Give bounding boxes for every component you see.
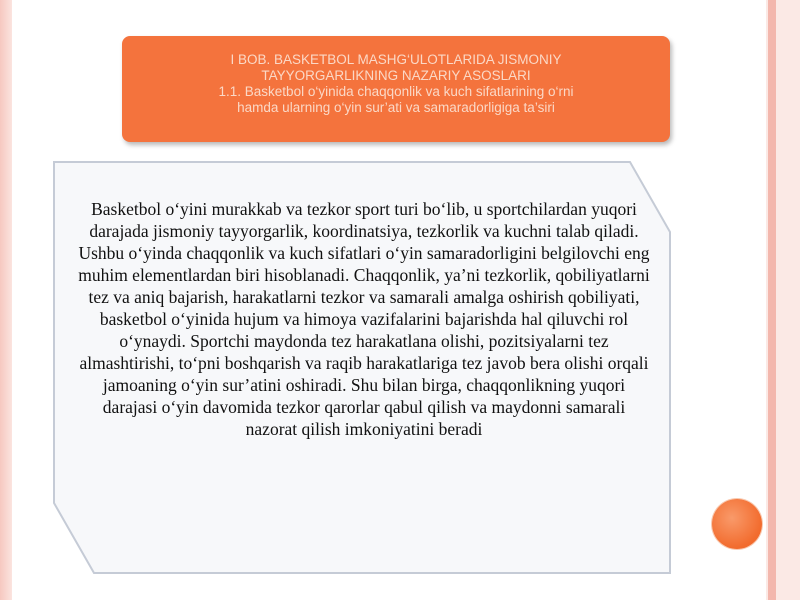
title-line-1: I BOB. BASKETBOL MASHG‘ULOTLARIDA JISMONIY: [230, 52, 562, 67]
left-border-decoration: [0, 0, 12, 600]
right-border-stripe: [768, 0, 776, 600]
content-box: [52, 160, 672, 576]
title-line-2: TAYYORGARLIKNING NAZARIY ASOSLARI: [261, 68, 531, 83]
slide-title-box: [122, 36, 670, 142]
decorative-circle: [712, 499, 762, 549]
body-paragraph: Basketbol o‘yini murakkab va tezkor sport turi bo‘lib, u sportchilardan yuqori darajada jismoniy tayyorgarlik, koordinatsiya, tezkorlik va kuchni talab qiladi. Ushbu o‘yinda chaqqonlik va kuch sifatlari o‘yin samaradorligini belgilovchi eng muhim elementlardan biri hisoblanadi. Chaqqonlik, ya’ni tezkorlik, qobiliyatlarni tez va aniq bajarish, harakatlarni tezkor va samarali amalga oshirish qobiliyati, basketbol o‘yinida hujum va himoya vazifalarini bajarishda hal qiluvchi rol o‘ynaydi. Sportchi maydonda tez harakatlana olishi, pozitsiyalarni tez almashtirishi, to‘pni boshqarish va raqib harakatlariga tez javob bera olishi orqali jamoaning o‘yin sur’atini oshiradi. Shu bilan birga, chaqqonlikning yuqori darajasi o‘yin davomida tezkor qarorlar qabul qilish va maydonni samarali nazorat qilish imkoniyatini beradi: [78, 199, 650, 439]
subtitle-line-1: 1.1. Basketbol o‘yinida chaqqonlik va kuch sifatlarining o‘rni: [218, 84, 574, 99]
subtitle-line-2: hamda ularning o‘yin sur’ati va samaradorligiga ta’siri: [237, 100, 555, 115]
